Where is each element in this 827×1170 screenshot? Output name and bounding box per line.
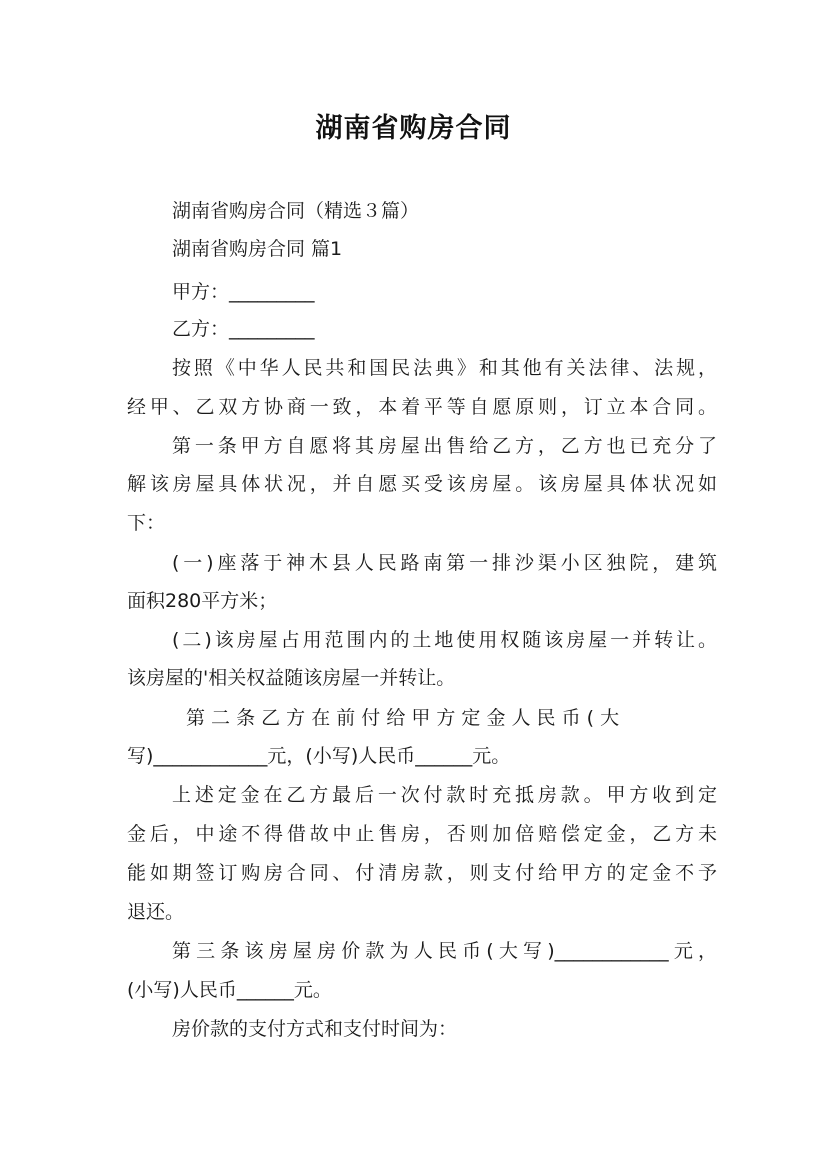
document-title: 湖南省购房合同 (315, 113, 512, 144)
paragraph-line: 按照《中华人民共和国民法典》和其他有关法律、法规， (172, 357, 717, 379)
paragraph-line: 房价款的支付方式和支付时间为： (172, 1018, 458, 1040)
paragraph-line: (小写)人民币______元。 (127, 979, 332, 1001)
paragraph-line: 第一条甲方自愿将其房屋出售给乙方，乙方也已充分了 (172, 435, 717, 457)
paragraph-line: 第 二 条 乙 方 在 前 付 给 甲 方 定 金 人 民 币 ( 大 (186, 707, 620, 729)
party-a-line: 甲方：_________ (172, 281, 315, 303)
paragraph-line: 面积280平方米； (127, 590, 278, 612)
paragraph-line: 写)____________元，(小写)人民币______元。 (127, 745, 511, 767)
paragraph-line: 能如期签订购房合同、付清房款，则支付给甲方的定金不予 (127, 862, 717, 884)
paragraph-line: 上述定金在乙方最后一次付款时充抵房款。甲方收到定 (172, 784, 717, 806)
paragraph-line: 金后，中途不得借故中止售房，否则加倍赔偿定金，乙方未 (127, 823, 717, 845)
paragraph-line: (一)座落于神木县人民路南第一排沙渠小区独院，建筑 (172, 552, 717, 574)
paragraph-line: 经甲、乙双方协商一致，本着平等自愿原则，订立本合同。 (127, 396, 717, 418)
paragraph-line: 下： (127, 512, 166, 534)
paragraph-line: 第三条该房屋房价款为人民币(大写)____________元， (172, 940, 717, 962)
paragraph-line: 解该房屋具体状况，并自愿买受该房屋。该房屋具体状况如 (127, 473, 717, 495)
section-heading: 湖南省购房合同 篇1 (172, 238, 343, 260)
paragraph-line: 退还。 (127, 901, 185, 923)
paragraph-line: 该房屋的'相关权益随该房屋一并转让。 (127, 667, 456, 689)
party-b-line: 乙方：_________ (172, 318, 315, 340)
paragraph-line: (二)该房屋占用范围内的土地使用权随该房屋一并转让。 (172, 629, 717, 651)
subtitle-line: 湖南省购房合同（精选３篇） (172, 200, 420, 222)
